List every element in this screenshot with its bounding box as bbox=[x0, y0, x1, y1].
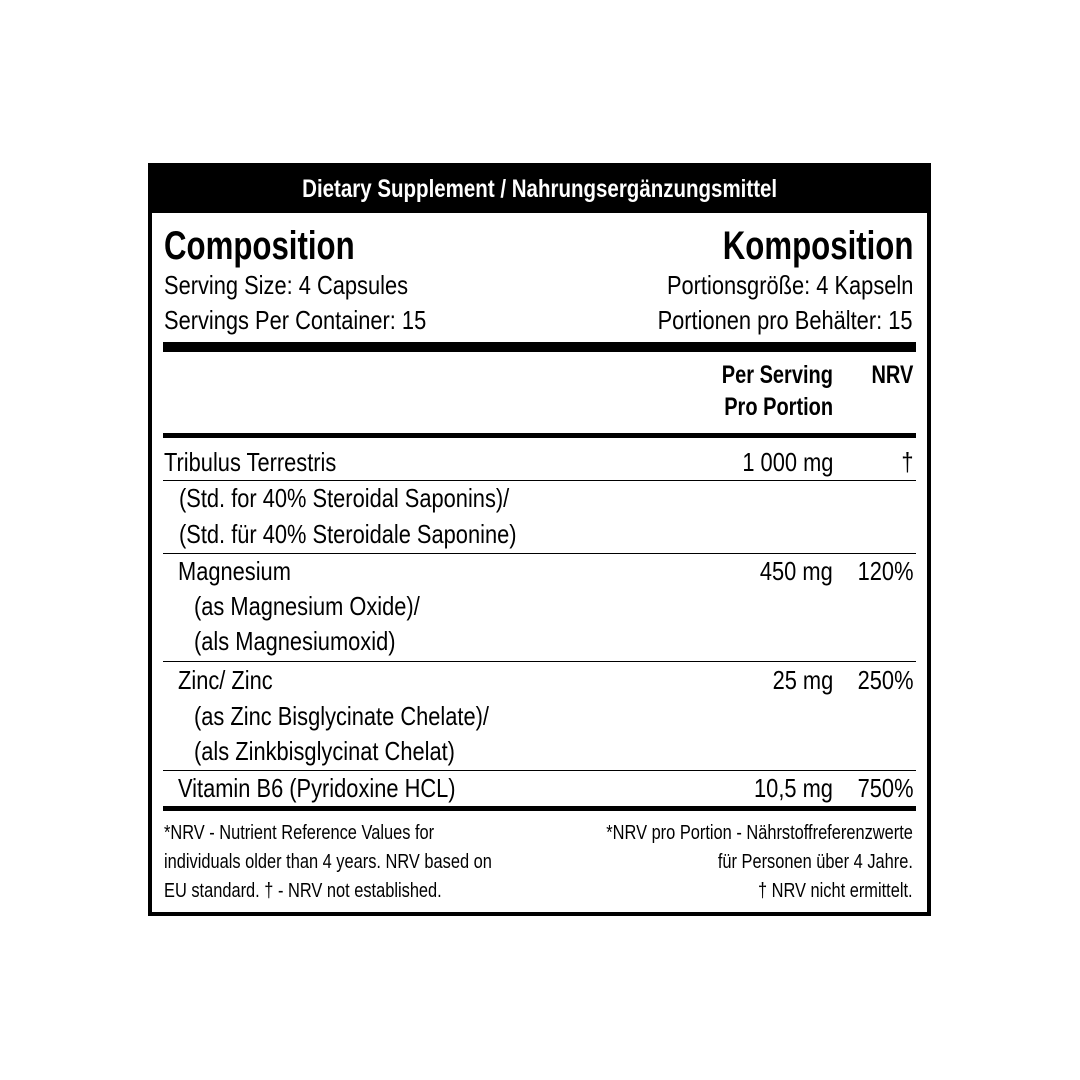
row-divider bbox=[163, 480, 916, 481]
row-tribulus-sub: (Std. für 40% Steroidale Saponine) bbox=[179, 519, 517, 549]
row-zinc-amount: 25 mg bbox=[772, 665, 833, 695]
footnote-en: *NRV - Nutrient Reference Values for bbox=[164, 822, 435, 844]
row-tribulus-name: Tribulus Terrestris bbox=[164, 447, 337, 477]
row-tribulus-amount: 1 000 mg bbox=[741, 447, 833, 477]
row-vitamin-b6-amount: 10,5 mg bbox=[754, 773, 833, 803]
row-tribulus-sub: (Std. for 40% Steroidal Saponins)/ bbox=[179, 483, 510, 513]
table-bottom-divider bbox=[163, 806, 916, 811]
row-tribulus-nrv: † bbox=[900, 447, 913, 477]
row-divider bbox=[163, 553, 916, 554]
row-magnesium-nrv: 120% bbox=[857, 556, 913, 586]
thick-divider bbox=[163, 342, 916, 352]
row-magnesium-name: Magnesium bbox=[178, 556, 291, 586]
footnote-de: für Personen über 4 Jahre. bbox=[717, 851, 913, 873]
row-vitamin-b6-name: Vitamin B6 (Pyridoxine HCL) bbox=[178, 773, 456, 803]
row-zinc-sub: (als Zinkbisglycinat Chelat) bbox=[194, 736, 455, 766]
row-magnesium-amount: 450 mg bbox=[760, 556, 833, 586]
row-magnesium-sub: (as Magnesium Oxide)/ bbox=[194, 591, 420, 621]
footnote-en: individuals older than 4 years. NRV based on bbox=[164, 851, 492, 873]
row-zinc-nrv: 250% bbox=[857, 665, 913, 695]
servings-de: Portionen pro Behälter: 15 bbox=[658, 305, 913, 335]
footnote-de: *NRV pro Portion - Nährstoffreferenzwerte bbox=[606, 822, 913, 844]
row-divider bbox=[163, 770, 916, 771]
composition-title-en: Composition bbox=[164, 224, 355, 268]
header-title: Dietary Supplement / Nahrungsergänzungsmittel bbox=[301, 175, 777, 203]
footnote-en: EU standard. † - NRV not established. bbox=[164, 880, 442, 902]
col-per-serving: Per Serving bbox=[721, 361, 833, 389]
composition-title-de: Komposition bbox=[722, 224, 913, 268]
serving-size-de: Portionsgröße: 4 Kapseln bbox=[666, 270, 913, 300]
header-divider bbox=[163, 433, 916, 438]
col-pro-portion: Pro Portion bbox=[724, 393, 833, 421]
row-vitamin-b6-nrv: 750% bbox=[857, 773, 913, 803]
footnote-de: † NRV nicht ermittelt. bbox=[758, 880, 913, 902]
row-zinc-name: Zinc/ Zinc bbox=[178, 665, 273, 695]
row-zinc-sub: (as Zinc Bisglycinate Chelate)/ bbox=[194, 701, 489, 731]
servings-en: Servings Per Container: 15 bbox=[164, 305, 427, 335]
row-magnesium-sub: (als Magnesiumoxid) bbox=[194, 626, 396, 656]
serving-size-en: Serving Size: 4 Capsules bbox=[164, 270, 409, 300]
col-nrv: NRV bbox=[871, 361, 913, 389]
row-divider bbox=[163, 661, 916, 662]
